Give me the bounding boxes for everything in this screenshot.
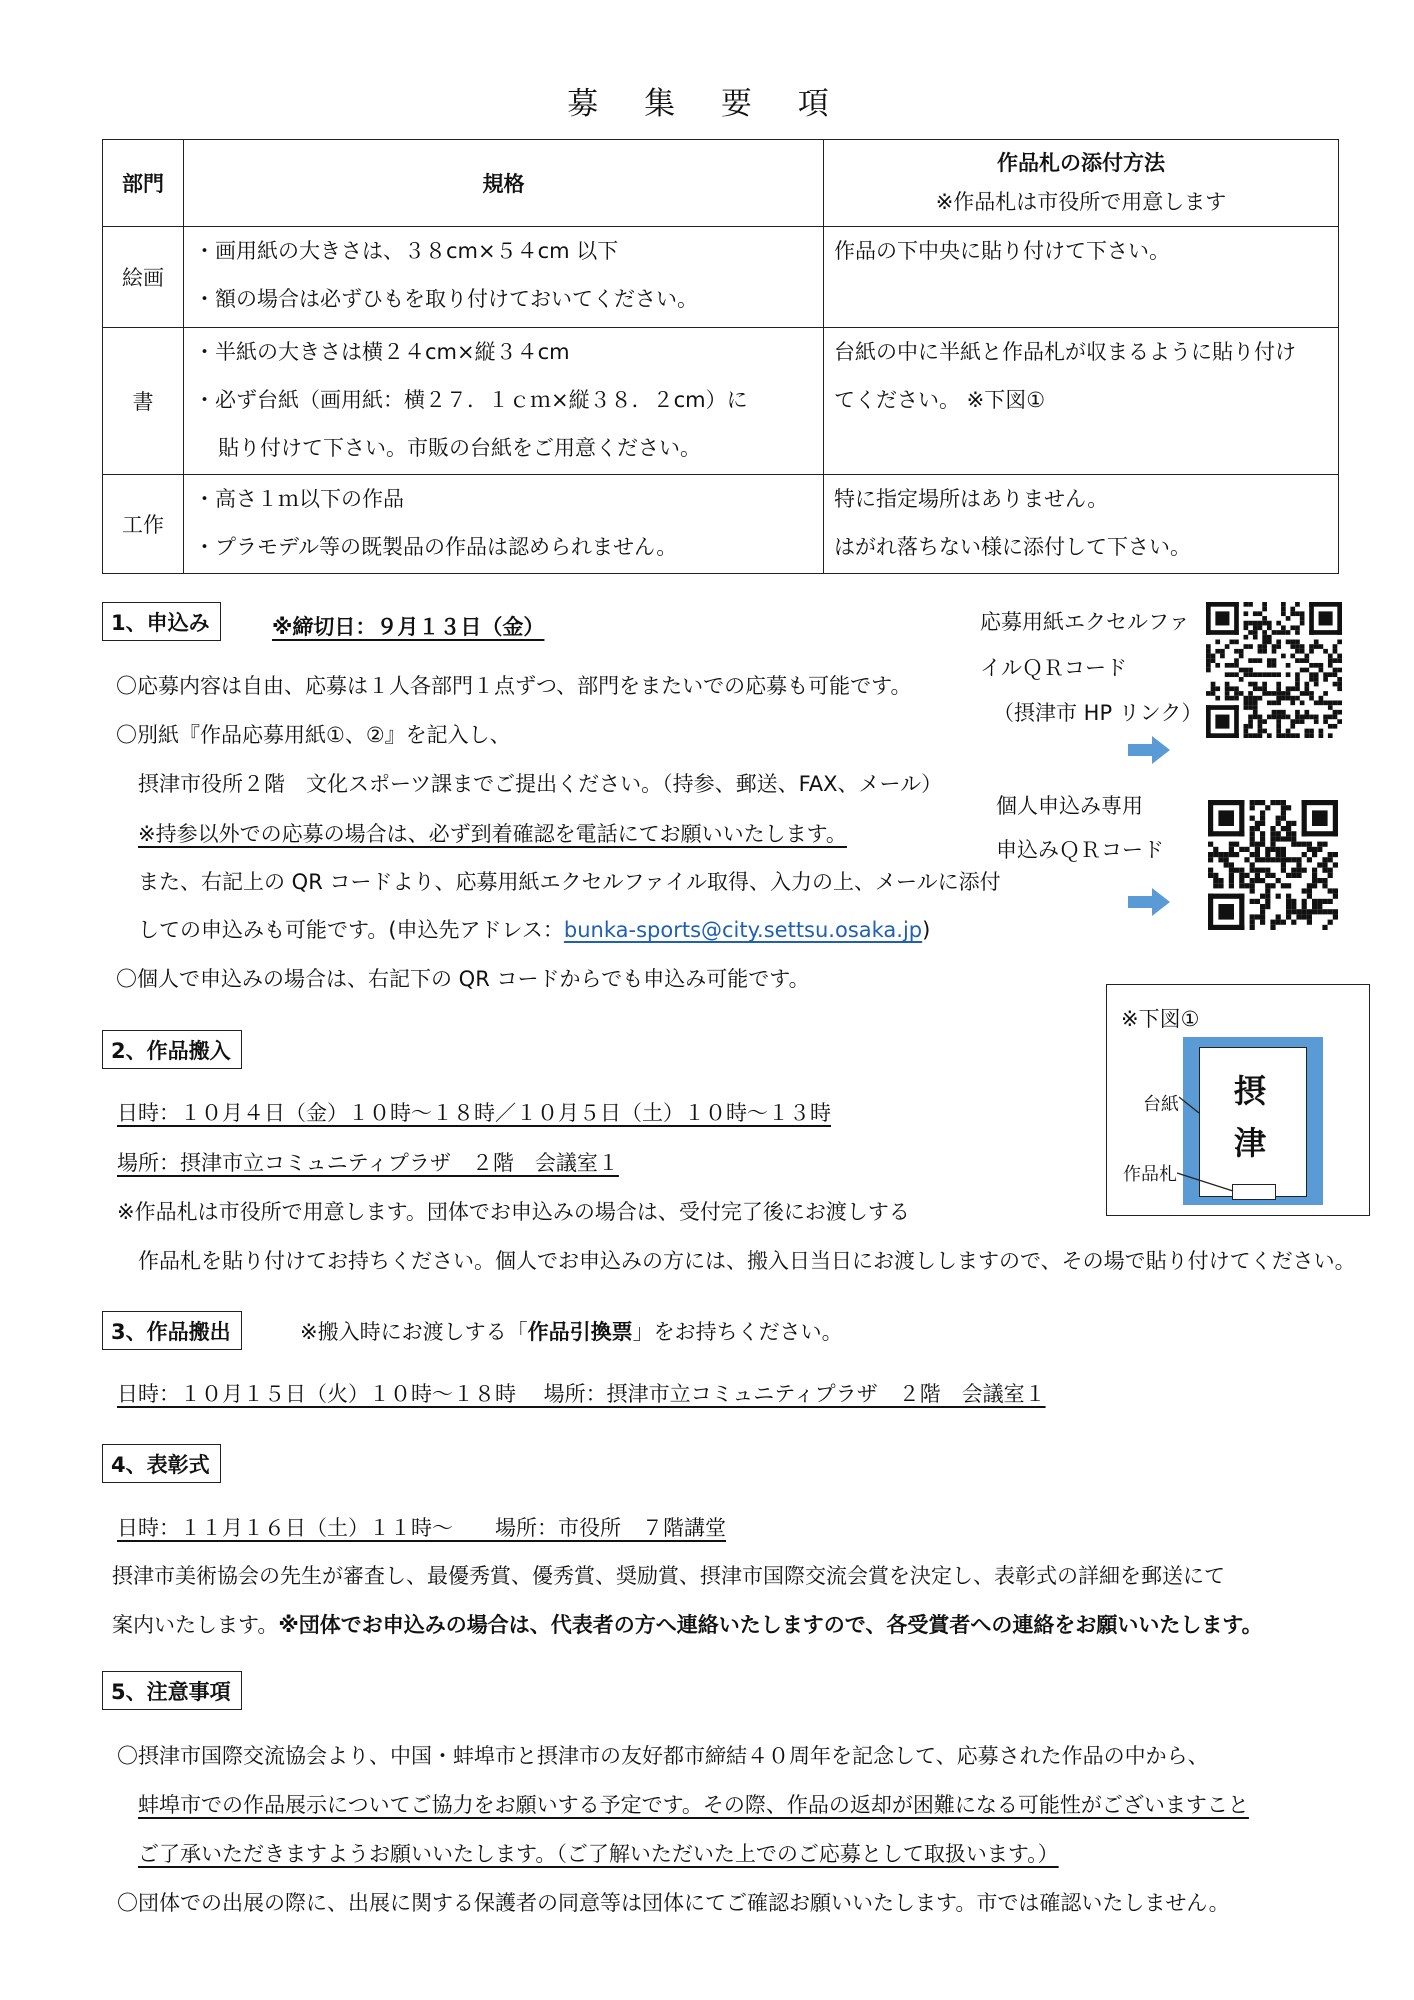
sec1-line	[138, 914, 930, 944]
qr2-label-line: 個人申込み専用	[996, 794, 1143, 818]
dept-cell: 書	[103, 328, 184, 475]
spec-line: ・額の場合は必ずひもを取り付けておいてください。	[194, 287, 698, 311]
qr-code-personal-apply[interactable]	[1208, 800, 1338, 930]
header-dept: 部門	[103, 140, 184, 227]
label-board: 台紙	[1143, 1094, 1179, 1115]
sec1-line: 〇応募内容は自由、応募は１人各部門１点ずつ、部門をまたいでの応募も可能です。	[116, 674, 912, 698]
sec3-note-post: 」をお持ちください。	[632, 1320, 843, 1344]
sec1-address-prefix: しての申込みも可能です。(申込先アドレス：	[138, 918, 564, 942]
section-4-heading: 4、表彰式	[102, 1444, 221, 1483]
dept-cell: 工作	[103, 475, 184, 574]
leader-lines	[1107, 985, 1369, 1215]
spec-line: ・必ず台紙（画用紙：横２７．１ｃｍ×縦３８．２cm）に	[194, 388, 748, 412]
spec-line: ・プラモデル等の既製品の作品は認められません。	[194, 535, 678, 559]
qr1-label-line: 応募用紙エクセルファ	[980, 610, 1190, 634]
header-attach-title: 作品札の添付方法	[997, 151, 1165, 175]
qr-code-excel-link[interactable]	[1206, 602, 1342, 738]
spec-line: ・半紙の大きさは横２４cm×縦３４cm	[194, 340, 570, 364]
calligraphy-char: 津	[1234, 1124, 1267, 1162]
attach-cell	[824, 227, 1339, 328]
figure-caption: ※下図①	[1121, 1007, 1200, 1031]
sec1-line: 〇個人で申込みの場合は、右記下の QR コードからでも申込み可能です。	[116, 967, 810, 991]
attach-line: てください。 ※下図①	[834, 388, 1046, 412]
sec5-line: 蚌埠市での作品展示についてご協力をお願いする予定です。その際、作品の返却が困難になる可能性がございますこと	[138, 1793, 1249, 1817]
spec-line: 貼り付けて下さい。市販の台紙をご用意ください。	[218, 436, 701, 460]
table-row	[103, 227, 1339, 328]
header-spec: 規格	[184, 140, 824, 227]
deadline-text: ※締切日：９月１３日（金）	[272, 615, 545, 639]
sec1-warning: ※持参以外での応募の場合は、必ず到着確認を電話にてお願いいたします。	[138, 822, 847, 846]
figure-diagram	[1106, 984, 1370, 1216]
attach-cell	[824, 328, 1339, 475]
section-3-heading: 3、作品搬出	[102, 1311, 242, 1350]
attach-line: 台紙の中に半紙と作品札が収まるように貼り付け	[834, 340, 1296, 364]
label-tag: 作品札	[1123, 1164, 1177, 1185]
sec3-note-pre: ※搬入時にお渡しする「	[300, 1320, 528, 1344]
sec3-note-bold: 作品引換票	[527, 1320, 633, 1344]
attach-line: 作品の下中央に貼り付けて下さい。	[834, 239, 1170, 263]
sec5-line: 〇団体での出展の際に、出展に関する保護者の同意等は団体にてご確認お願いいたします。市では確認いたしません。	[117, 1891, 1230, 1915]
arrow-right-icon	[1128, 736, 1170, 764]
table-header-row	[103, 140, 1339, 227]
spec-cell	[184, 328, 824, 475]
sec4-line2-bold: ※団体でお申込みの場合は、代表者の方へ連絡いたしますので、各受賞者への連絡をお願いいたします。	[278, 1613, 1263, 1637]
sec3-note	[300, 1316, 843, 1346]
sec4-line	[112, 1609, 1263, 1639]
section-2-heading: 2、作品搬入	[102, 1030, 242, 1069]
arrow-right-icon	[1128, 888, 1170, 916]
sec2-datetime: 日時：１０月４日（金）１０時～１８時／１０月５日（土）１０時～１３時	[117, 1101, 831, 1125]
spec-line: ・高さ１ｍ以下の作品	[194, 487, 404, 511]
sec3-datetime: 日時：１０月１５日（火）１０時～１８時 場所：摂津市立コミュニティプラザ ２階 会議室１	[117, 1382, 1046, 1406]
qr2-label-line: 申込みＱＲコード	[996, 838, 1164, 862]
spec-line: ・画用紙の大きさは、３８cm×５４cm 以下	[194, 239, 619, 263]
sec1-line: また、右記上の QR コードより、応募用紙エクセルファイル取得、入力の上、メールに添付	[138, 870, 1001, 894]
attach-cell	[824, 475, 1339, 574]
qr1-label-line: （摂津市 HP リンク）	[993, 701, 1203, 725]
email-link[interactable]: bunka-sports@city.settsu.osaka.jp	[563, 918, 923, 942]
table-row	[103, 475, 1339, 574]
sec2-note: 作品札を貼り付けてお持ちください。個人でお申込みの方には、搬入日当日にお渡ししますので、その場で貼り付けてください。	[138, 1249, 1356, 1273]
sec1-address-suffix: )	[922, 918, 931, 942]
attach-line: はがれ落ちない様に添付して下さい。	[834, 535, 1191, 559]
sec4-line: 摂津市美術協会の先生が審査し、最優秀賞、優秀賞、奨励賞、摂津市国際交流会賞を決定し、表彰式の詳細を郵送にて	[112, 1564, 1225, 1588]
sec1-line: 〇別紙『作品応募用紙①、②』を記入し、	[116, 723, 511, 747]
sec5-line: 〇摂津市国際交流協会より、中国・蚌埠市と摂津市の友好都市締結４０周年を記念して、応募された作品の中から、	[117, 1744, 1209, 1768]
sec4-line2-pre: 案内いたします。	[112, 1613, 279, 1637]
table-row	[103, 328, 1339, 475]
spec-cell	[184, 475, 824, 574]
sec4-datetime: 日時：１１月１６日（土）１１時～ 場所：市役所 ７階講堂	[117, 1516, 726, 1540]
qr1-label-line: イルＱＲコード	[980, 656, 1127, 680]
section-5-heading: 5、注意事項	[102, 1671, 242, 1710]
header-attach-note: ※作品札は市役所で用意します	[935, 190, 1227, 214]
header-attach	[824, 140, 1339, 227]
requirements-table	[102, 139, 1339, 574]
sec2-place: 場所：摂津市立コミュニティプラザ ２階 会議室１	[117, 1151, 619, 1175]
sec1-line: 摂津市役所２階 文化スポーツ課までご提出ください。（持参、郵送、FAX、メール）	[138, 772, 943, 796]
page-title: 募 集 要 項	[567, 86, 847, 122]
spec-cell	[184, 227, 824, 328]
dept-cell: 絵画	[103, 227, 184, 328]
sec2-note: ※作品札は市役所で用意します。団体でお申込みの場合は、受付完了後にお渡しする	[117, 1200, 910, 1224]
sec5-line: ご了承いただきますようお願いいたします。（ご了解いただいた上でのご応募として取扱います。）	[138, 1842, 1059, 1866]
section-1-heading: 1、申込み	[102, 602, 221, 641]
attach-line: 特に指定場所はありません。	[834, 487, 1109, 511]
calligraphy-char: 摂	[1234, 1072, 1267, 1110]
